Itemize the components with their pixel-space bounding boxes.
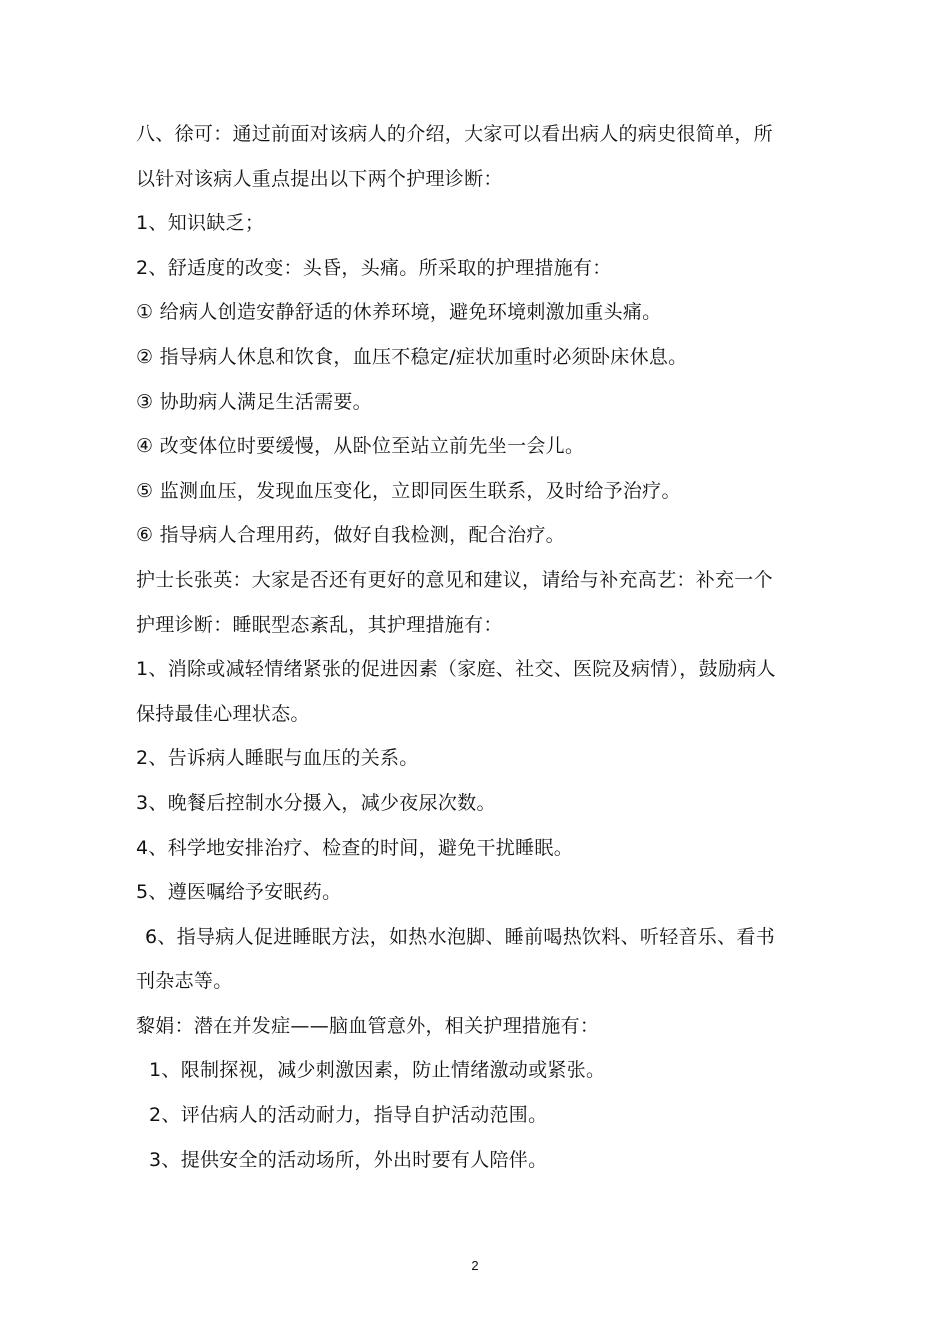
text-line: 护理诊断：睡眠型态紊乱，其护理措施有： <box>136 613 503 636</box>
text-line: 3、晚餐后控制水分摄入，减少夜尿次数。 <box>136 791 496 814</box>
text-line: 4、科学地安排治疗、检查的时间，避免干扰睡眠。 <box>136 836 573 859</box>
text-line: ⑥ 指导病人合理用药，做好自我检测，配合治疗。 <box>136 524 565 547</box>
text-line: 以针对该病人重点提出以下两个护理诊断： <box>136 167 503 190</box>
text-line: ⑤ 监测血压，发现血压变化，立即同医生联系，及时给予治疗。 <box>136 479 681 502</box>
page-number: 2 <box>471 1258 479 1273</box>
text-line: 1、消除或减轻情绪紧张的促进因素（家庭、社交、医院及病情），鼓励病人 <box>136 658 776 681</box>
document-body <box>136 112 826 1182</box>
text-line: 护士长张英：大家是否还有更好的意见和建议，请给与补充高艺：补充一个 <box>136 568 773 591</box>
text-line: 2、评估病人的活动耐力，指导自护活动范围。 <box>149 1104 548 1127</box>
text-line: 5、遵医嘱给予安眠药。 <box>136 881 342 904</box>
text-line: 2、舒适度的改变：头昏，头痛。所采取的护理措施有： <box>136 256 612 279</box>
text-line: ③ 协助病人满足生活需要。 <box>136 390 372 413</box>
text-line: 八、徐可：通过前面对该病人的介绍，大家可以看出病人的病史很简单，所 <box>136 123 773 145</box>
text-line: ④ 改变体位时要缓慢，从卧位至站立前先坐一会儿。 <box>136 435 585 458</box>
text-line: 1、知识缺乏； <box>136 212 265 235</box>
text-line: 黎娟：潜在并发症——脑血管意外，相关护理措施有： <box>136 1014 600 1037</box>
text-line: 6、指导病人促进睡眠方法，如热水泡脚、睡前喝热饮料、听轻音乐、看书 <box>145 925 775 948</box>
text-line: ① 给病人创造安静舒适的休养环境，避免环境刺激加重头痛。 <box>136 301 662 324</box>
text-line: 保持最佳心理状态。 <box>136 702 310 725</box>
text-line: 2、告诉病人睡眠与血压的关系。 <box>136 747 419 770</box>
text-line: 1、限制探视，减少刺激因素，防止情绪激动或紧张。 <box>149 1059 606 1082</box>
text-line: ② 指导病人休息和饮食，血压不稳定/症状加重时必须卧床休息。 <box>136 345 688 368</box>
text-line: 3、提供安全的活动场所，外出时要有人陪伴。 <box>149 1148 548 1171</box>
text-line: 刊杂志等。 <box>136 970 233 993</box>
